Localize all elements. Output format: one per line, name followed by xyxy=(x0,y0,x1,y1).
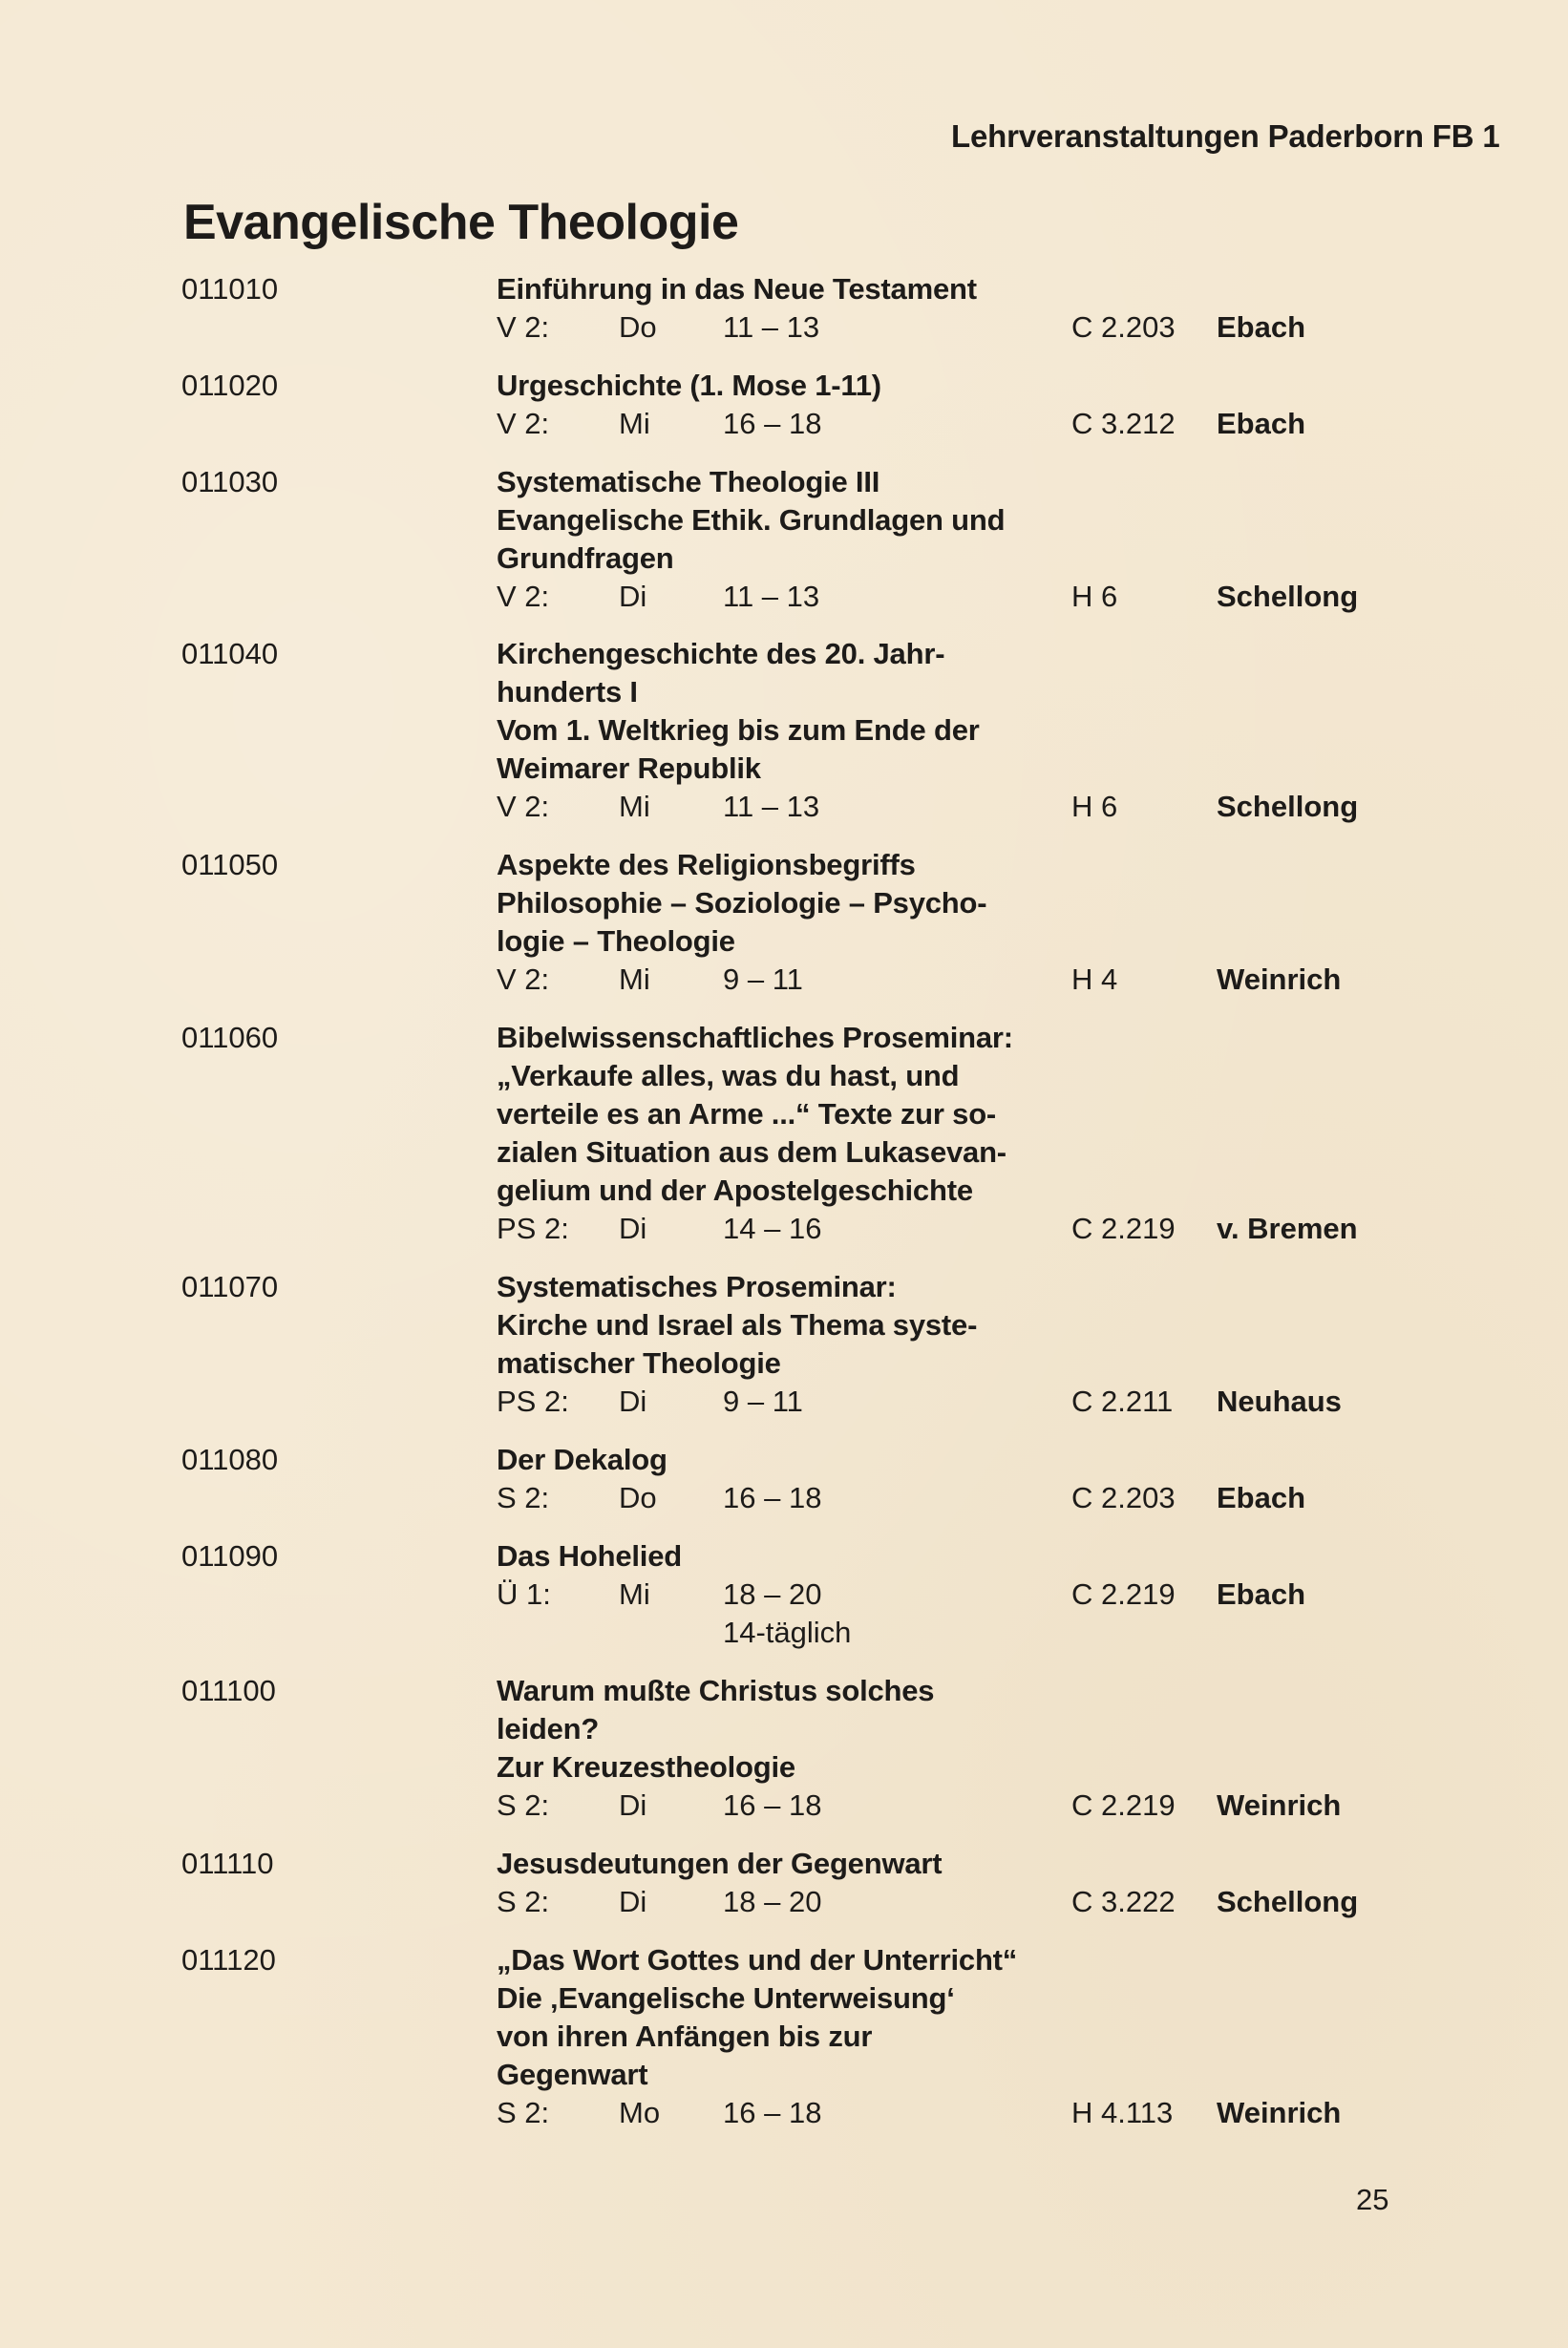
course-time: 9 – 11 xyxy=(723,1385,803,1418)
course-title-line: Die ‚Evangelische Unterweisung‘ xyxy=(497,1981,955,2015)
course-day: Di xyxy=(619,1212,647,1245)
course-title-line: Der Dekalog xyxy=(497,1443,667,1476)
course-type: V 2: xyxy=(497,580,550,613)
course-title-line: „Verkaufe alles, was du hast, und xyxy=(497,1059,960,1092)
course-details xyxy=(497,1845,1451,1921)
course-type: S 2: xyxy=(497,1481,550,1514)
course-day: Mo xyxy=(619,2096,661,2129)
course-title-line: gelium und der Apostelgeschichte xyxy=(497,1174,973,1207)
course-day: Mi xyxy=(619,962,650,996)
course-schedule xyxy=(497,2094,1451,2132)
course-title-line: Gegenwart xyxy=(497,2058,648,2091)
course-details xyxy=(497,846,1451,999)
course-type: S 2: xyxy=(497,1885,550,1918)
course-number: 011090 xyxy=(181,1539,279,1573)
course-title-line: zialen Situation aus dem Lukasevan- xyxy=(497,1135,1006,1169)
course-type: V 2: xyxy=(497,310,550,344)
course-day: Do xyxy=(619,1481,657,1514)
course-time: 16 – 18 xyxy=(723,407,822,440)
course-schedule xyxy=(497,578,1451,616)
course-title-line: verteile es an Arme ...“ Texte zur so- xyxy=(497,1097,997,1131)
course-title-line: Vom 1. Weltkrieg bis zum Ende der xyxy=(497,713,980,747)
course-schedule xyxy=(497,1383,1451,1421)
course-time: 9 – 11 xyxy=(723,962,803,996)
course-title-line: Einführung in das Neue Testament xyxy=(497,272,977,306)
course-type: PS 2: xyxy=(497,1212,569,1245)
course-room: H 4 xyxy=(1071,962,1118,996)
course-room: C 2.219 xyxy=(1071,1212,1176,1245)
course-number: 011040 xyxy=(181,637,279,670)
course-time: 18 – 20 xyxy=(723,1885,822,1918)
course-room: C 2.203 xyxy=(1071,1481,1176,1514)
course-lecturer: Ebach xyxy=(1217,407,1306,440)
course-title-line: logie – Theologie xyxy=(497,924,735,958)
course-type: V 2: xyxy=(497,407,550,440)
course-time: 11 – 13 xyxy=(723,310,820,344)
course-number: 011020 xyxy=(181,369,279,402)
course-title-line: Grundfragen xyxy=(497,541,674,575)
course-schedule xyxy=(497,788,1451,826)
section-title: Evangelische Theologie xyxy=(183,195,739,250)
course-lecturer: Ebach xyxy=(1217,310,1306,344)
course-details xyxy=(497,1019,1451,1248)
course-lecturer: Schellong xyxy=(1217,580,1359,613)
course-title-line: Urgeschichte (1. Mose 1-11) xyxy=(497,369,881,402)
course-number: 011070 xyxy=(181,1270,279,1303)
course-schedule xyxy=(497,405,1451,443)
course-time: 14 – 16 xyxy=(723,1212,822,1245)
course-title-line: Aspekte des Religionsbegriffs xyxy=(497,848,916,881)
course-type: V 2: xyxy=(497,962,550,996)
course-lecturer: Ebach xyxy=(1217,1481,1306,1514)
course-title-line: Warum mußte Christus solches xyxy=(497,1674,935,1707)
course-time: 11 – 13 xyxy=(723,790,820,823)
course-schedule xyxy=(497,1883,1451,1921)
course-room: H 4.113 xyxy=(1071,2096,1174,2129)
course-title-line: Systematisches Proseminar: xyxy=(497,1270,897,1303)
course-details xyxy=(497,1537,1451,1652)
course-details xyxy=(497,463,1451,616)
course-day: Di xyxy=(619,1385,647,1418)
course-lecturer: Neuhaus xyxy=(1217,1385,1342,1418)
course-lecturer: Schellong xyxy=(1217,1885,1359,1918)
course-day: Mi xyxy=(619,407,650,440)
course-title-line: Bibelwissenschaftliches Proseminar: xyxy=(497,1021,1013,1054)
course-room: C 2.203 xyxy=(1071,310,1176,344)
course-room: H 6 xyxy=(1071,580,1118,613)
course-room: C 2.211 xyxy=(1071,1385,1174,1418)
course-lecturer: Weinrich xyxy=(1217,1788,1342,1822)
course-schedule xyxy=(497,1576,1451,1614)
course-title-line: Das Hohelied xyxy=(497,1539,682,1573)
course-schedule xyxy=(497,308,1451,347)
course-number: 011080 xyxy=(181,1443,279,1476)
course-title-line: Jesusdeutungen der Gegenwart xyxy=(497,1847,943,1880)
course-time: 18 – 20 xyxy=(723,1577,822,1611)
course-room: C 3.222 xyxy=(1071,1885,1176,1918)
course-title-line: matischer Theologie xyxy=(497,1346,781,1380)
course-schedule xyxy=(497,961,1451,999)
course-lecturer: Weinrich xyxy=(1217,962,1342,996)
course-number: 011030 xyxy=(181,465,279,498)
course-number: 011010 xyxy=(181,272,279,306)
course-time: 16 – 18 xyxy=(723,1788,822,1822)
course-room: C 2.219 xyxy=(1071,1577,1176,1611)
course-details xyxy=(497,635,1451,826)
course-time: 16 – 18 xyxy=(723,1481,822,1514)
course-lecturer: Weinrich xyxy=(1217,2096,1342,2129)
course-number: 011120 xyxy=(181,1943,276,1977)
course-title-line: Philosophie – Soziologie – Psycho- xyxy=(497,886,987,920)
course-type: S 2: xyxy=(497,2096,550,2129)
course-day: Mi xyxy=(619,790,650,823)
course-room: C 2.219 xyxy=(1071,1788,1176,1822)
course-lecturer: Schellong xyxy=(1217,790,1359,823)
course-details xyxy=(497,1268,1451,1421)
course-day: Di xyxy=(619,1885,647,1918)
course-title-line: hunderts I xyxy=(497,675,638,709)
course-room: C 3.212 xyxy=(1071,407,1176,440)
course-lecturer: v. Bremen xyxy=(1217,1212,1358,1245)
course-title-line: „Das Wort Gottes und der Unterricht“ xyxy=(497,1943,1018,1977)
course-schedule xyxy=(497,1787,1451,1825)
course-number: 011100 xyxy=(181,1674,276,1707)
course-time: 16 – 18 xyxy=(723,2096,822,2129)
running-header: Lehrveranstaltungen Paderborn FB 1 xyxy=(951,118,1500,154)
course-title-line: Kirche und Israel als Thema syste- xyxy=(497,1308,978,1342)
course-room: H 6 xyxy=(1071,790,1118,823)
course-title-line: Weimarer Republik xyxy=(497,751,761,785)
course-title-line: von ihren Anfängen bis zur xyxy=(497,2020,873,2053)
course-title-line: Zur Kreuzestheologie xyxy=(497,1750,795,1784)
course-number: 011110 xyxy=(181,1847,274,1880)
course-type: Ü 1: xyxy=(497,1577,551,1611)
course-time: 11 – 13 xyxy=(723,580,820,613)
course-lecturer: Ebach xyxy=(1217,1577,1306,1611)
course-details xyxy=(497,367,1451,443)
course-schedule xyxy=(497,1479,1451,1517)
course-details xyxy=(497,1941,1451,2132)
course-title-line: leiden? xyxy=(497,1712,600,1745)
course-title-line: Kirchengeschichte des 20. Jahr- xyxy=(497,637,945,670)
course-type: PS 2: xyxy=(497,1385,569,1418)
course-number: 011060 xyxy=(181,1021,279,1054)
course-title-line: Evangelische Ethik. Grundlagen und xyxy=(497,503,1006,537)
course-type: S 2: xyxy=(497,1788,550,1822)
course-details xyxy=(497,1441,1451,1517)
page-number: 25 xyxy=(1356,2183,1389,2216)
course-frequency-note xyxy=(497,1614,1451,1652)
course-day: Do xyxy=(619,310,657,344)
course-number: 011050 xyxy=(181,848,279,881)
course-details xyxy=(497,1672,1451,1825)
course-details xyxy=(497,270,1451,347)
course-day: Di xyxy=(619,1788,647,1822)
course-day: Mi xyxy=(619,1577,650,1611)
course-day: Di xyxy=(619,580,647,613)
course-type: V 2: xyxy=(497,790,550,823)
course-schedule xyxy=(497,1210,1451,1248)
frequency-note: 14-täglich xyxy=(723,1616,852,1649)
course-title-line: Systematische Theologie III xyxy=(497,465,880,498)
